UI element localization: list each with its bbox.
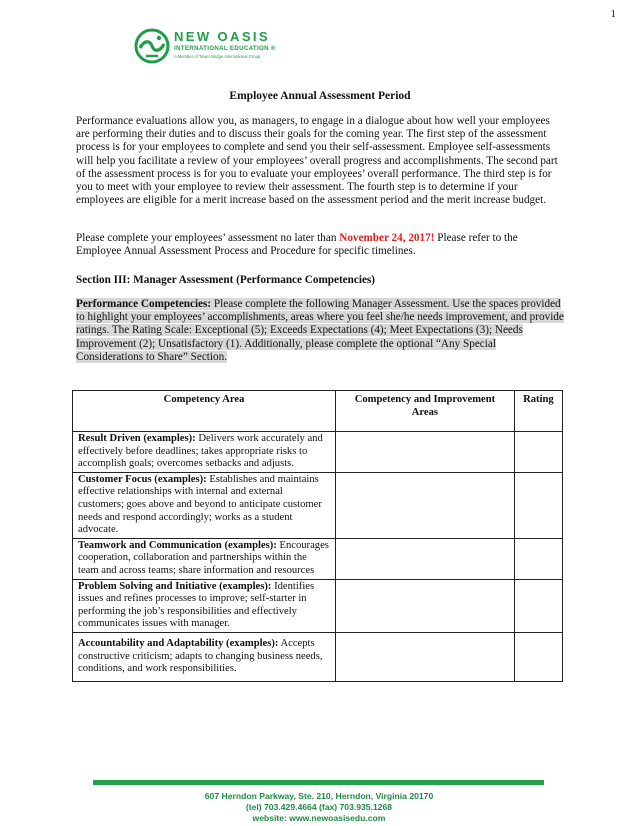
- deadline-text-before: Please complete your employees’ assessment no later than: [76, 232, 340, 244]
- deadline-paragraph: [76, 232, 564, 258]
- table-row: [73, 579, 563, 632]
- footer-website: website: www.newoasisedu.com: [252, 813, 386, 823]
- competency-desc: Delivers work accurately and effectively before deadlines; takes appropriate risks to accomplish goals; overcomes setbacks and adjusts.: [78, 433, 323, 470]
- rating-input-cell[interactable]: [514, 432, 562, 473]
- page-number: 1: [610, 8, 616, 20]
- oasis-emblem-icon: [134, 28, 170, 64]
- performance-label: Performance Competencies:: [76, 298, 212, 310]
- improvement-input-cell[interactable]: [336, 538, 515, 579]
- header-improvement-areas: Competency and Improvement Areas: [336, 391, 515, 432]
- footer-phone: (tel) 703.429.4664 (fax) 703.935.1268: [245, 802, 393, 812]
- competency-title: Teamwork and Communication (examples):: [78, 539, 277, 551]
- table-row: [73, 432, 563, 473]
- deadline-text-after: Please refer to the Employee Annual Assessment Process and Procedure for specific timelines.: [76, 232, 518, 258]
- table-header-row: [73, 391, 563, 432]
- improvement-input-cell[interactable]: [336, 632, 515, 681]
- rating-input-cell[interactable]: [514, 579, 562, 632]
- competency-desc: Encourages cooperation, collaboration and partnerships within the team and across teams; share information and resources: [78, 539, 329, 576]
- competency-cell: [73, 432, 336, 473]
- footer-address: 607 Herndon Parkway, Ste. 210, Herndon, Virginia 20170: [204, 791, 434, 801]
- improvement-input-cell[interactable]: [336, 472, 515, 538]
- deadline-date: November 24, 2017!: [339, 232, 435, 244]
- improvement-input-cell[interactable]: [336, 432, 515, 473]
- competency-desc: Establishes and maintains effective relationships with internal and external customers; goes above and beyond to anticipate customer needs and respond accordingly; works as a student advocate.: [78, 473, 322, 536]
- competency-title: Result Driven (examples):: [78, 433, 196, 444]
- competency-cell: [73, 538, 336, 579]
- competency-cell: [73, 632, 336, 681]
- table-row: [73, 472, 563, 538]
- intro-paragraph: Performance evaluations allow you, as managers, to engage in a dialogue about how well your employees are performing their duties and to discuss their goals for the coming year. The first step of the assessment process is for your employees to complete and send you their self-assessment. Employee self-assessments will help you facilitate a review of your employees’ overall progress and accomplishments. The second part of the assessment process is for you to evaluate your employees’ overall performance. The third step is for you to meet with your employee to review their assessment. The fourth step is to determine if your employees are eligible for a merit increase based on the assessment period and the merit increase budget.: [76, 115, 558, 207]
- competency-title: Customer Focus (examples):: [78, 473, 207, 485]
- company-logo: [134, 28, 294, 68]
- table-row: [73, 632, 563, 681]
- competency-cell: [73, 472, 336, 538]
- competency-desc: Accepts constructive criticism; adapts to changing business needs, conditions, and work responsibilities.: [78, 637, 323, 675]
- competency-cell: [73, 579, 336, 632]
- logo-member-line: A Member of Tower Bridge International Group: [174, 54, 261, 59]
- footer-divider: [93, 780, 544, 785]
- rating-input-cell[interactable]: [514, 472, 562, 538]
- table-row: [73, 538, 563, 579]
- performance-instructions: [76, 298, 564, 364]
- competency-table: [72, 390, 563, 682]
- logo-subtitle: INTERNATIONAL EDUCATION ®: [174, 45, 276, 52]
- improvement-input-cell[interactable]: [336, 579, 515, 632]
- header-rating: Rating: [514, 391, 562, 432]
- document-title: Employee Annual Assessment Period: [229, 90, 411, 102]
- rating-input-cell[interactable]: [514, 538, 562, 579]
- rating-input-cell[interactable]: [514, 632, 562, 681]
- competency-desc: Identifies issues and refines processes to improve; self-starter in performing the job’s responsibilities and effectively communicates issues with manager.: [78, 580, 315, 630]
- logo-name: NEW OASIS: [174, 29, 270, 44]
- section-heading: Section III: Manager Assessment (Performance Competencies): [76, 274, 375, 286]
- competency-title: Problem Solving and Initiative (examples):: [78, 580, 272, 592]
- competency-title: Accountability and Adaptability (examples):: [78, 637, 279, 649]
- header-competency-area: Competency Area: [73, 391, 336, 432]
- performance-text: Please complete the following Manager Assessment. Use the spaces provided to highlight your employees’ accomplishments, areas where you feel she/he needs improvement, and provide ratings. The Rating Scale: Exceptional (5); Exceeds Expectations (4); Meet Expectations (3); Needs Improvement (2); Unsatisfactory (1). Additionally, please complete the optional “Any Special Considerations to Share” Section.: [76, 298, 564, 363]
